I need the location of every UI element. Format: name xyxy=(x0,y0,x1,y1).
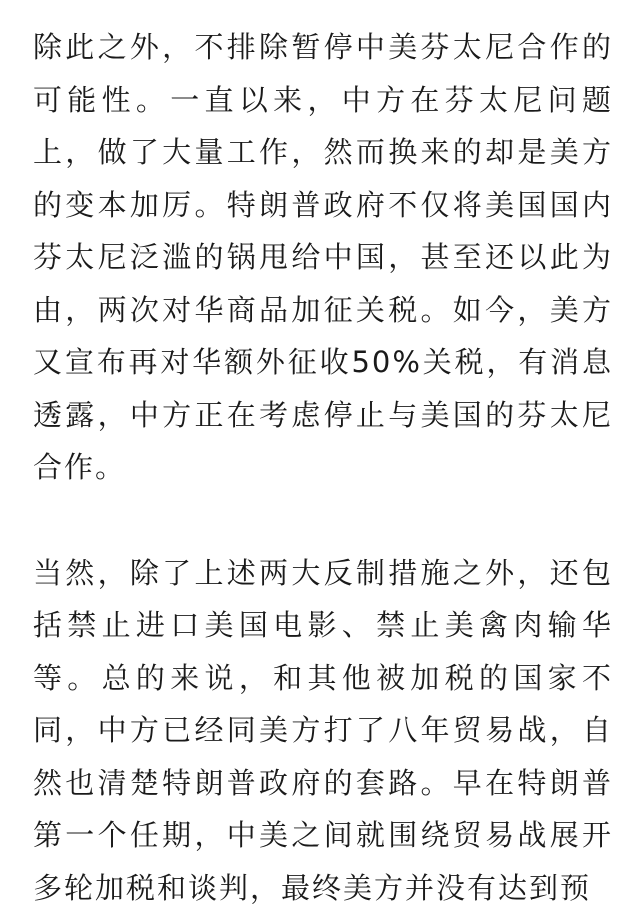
paragraph-1: 除此之外，不排除暂停中美芬太尼合作的可能性。一直以来，中方在芬太尼问题上，做了大量工作，然而换来的却是美方的变本加厉。特朗普政府不仅将美国国内芬太尼泛滥的锅甩给中国，甚至还以此为由，两次对华商品加征关税。如今，美方又宣布再对华额外征收50%关税，有消息透露，中方正在考虑停止与美国的芬太尼合作。 xyxy=(33,21,613,494)
paragraph-2: 当然，除了上述两大反制措施之外，还包括禁止进口美国电影、禁止美禽肉输华等。总的来说，和其他被加税的国家不同，中方已经同美方打了八年贸易战，自然也清楚特朗普政府的套路。早在特朗普第一个任期，中美之间就围绕贸易战展开多轮加税和谈判，最终美方并没有达到预 xyxy=(33,547,613,914)
article-body xyxy=(33,21,613,914)
paragraph-spacer xyxy=(33,494,613,547)
